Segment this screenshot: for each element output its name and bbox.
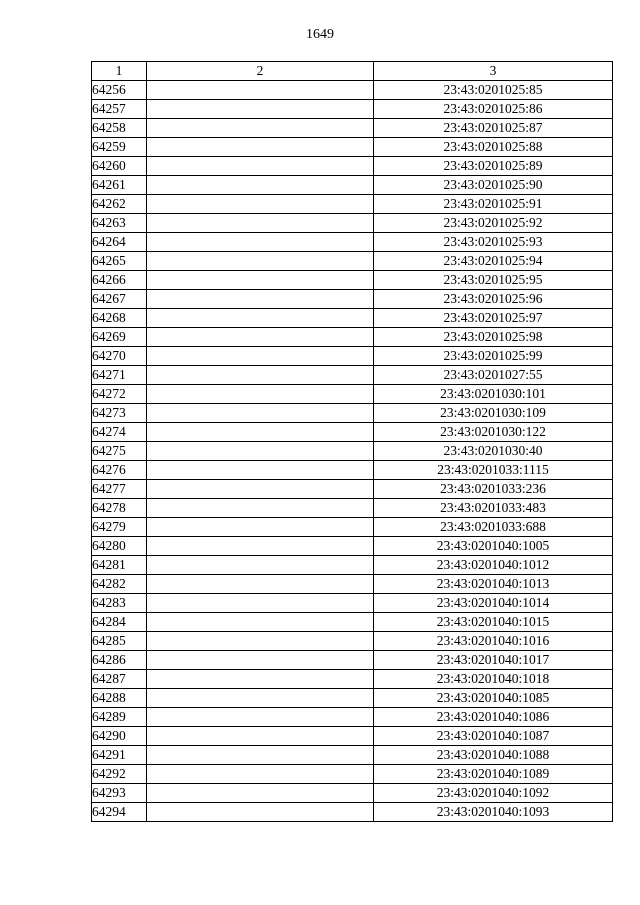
registry-table-body [92,62,613,822]
table-row [92,138,613,157]
row-number-cell: 64257 [92,100,147,119]
row-description-cell [147,708,374,727]
cadastral-number-cell: 23:43:0201025:89 [374,157,613,176]
row-number-cell: 64287 [92,670,147,689]
table-row [92,670,613,689]
table-row [92,290,613,309]
cadastral-number-cell: 23:43:0201040:1092 [374,784,613,803]
table-row [92,81,613,100]
row-description-cell [147,252,374,271]
table-row [92,423,613,442]
cadastral-number-cell: 23:43:0201040:1085 [374,689,613,708]
cadastral-number-cell: 23:43:0201025:93 [374,233,613,252]
table-row [92,252,613,271]
row-number-cell: 64263 [92,214,147,233]
table-row [92,537,613,556]
row-number-cell: 64262 [92,195,147,214]
row-description-cell [147,575,374,594]
row-number-cell: 64272 [92,385,147,404]
table-row [92,708,613,727]
table-row [92,461,613,480]
column-header-2: 2 [147,62,374,81]
table-row [92,366,613,385]
table-row [92,328,613,347]
row-description-cell [147,803,374,822]
row-description-cell [147,670,374,689]
row-number-cell: 64276 [92,461,147,480]
cadastral-number-cell: 23:43:0201033:483 [374,499,613,518]
row-description-cell [147,385,374,404]
row-number-cell: 64283 [92,594,147,613]
cadastral-number-cell: 23:43:0201030:101 [374,385,613,404]
row-number-cell: 64294 [92,803,147,822]
row-description-cell [147,271,374,290]
row-number-cell: 64269 [92,328,147,347]
row-number-cell: 64281 [92,556,147,575]
row-number-cell: 64259 [92,138,147,157]
cadastral-number-cell: 23:43:0201025:88 [374,138,613,157]
row-description-cell [147,746,374,765]
table-row [92,632,613,651]
row-description-cell [147,480,374,499]
row-description-cell [147,176,374,195]
cadastral-number-cell: 23:43:0201027:55 [374,366,613,385]
row-number-cell: 64292 [92,765,147,784]
column-header-3: 3 [374,62,613,81]
cadastral-number-cell: 23:43:0201040:1013 [374,575,613,594]
table-row [92,727,613,746]
row-description-cell [147,689,374,708]
cadastral-number-cell: 23:43:0201025:95 [374,271,613,290]
table-row [92,765,613,784]
cadastral-number-cell: 23:43:0201040:1086 [374,708,613,727]
column-header-1: 1 [92,62,147,81]
row-description-cell [147,765,374,784]
cadastral-number-cell: 23:43:0201040:1089 [374,765,613,784]
table-row [92,518,613,537]
row-description-cell [147,366,374,385]
cadastral-number-cell: 23:43:0201025:87 [374,119,613,138]
row-description-cell [147,442,374,461]
row-number-cell: 64268 [92,309,147,328]
table-row [92,556,613,575]
row-number-cell: 64256 [92,81,147,100]
table-row [92,442,613,461]
row-description-cell [147,404,374,423]
row-description-cell [147,233,374,252]
row-description-cell [147,157,374,176]
table-row [92,784,613,803]
table-row [92,347,613,366]
row-number-cell: 64286 [92,651,147,670]
cadastral-number-cell: 23:43:0201025:97 [374,309,613,328]
cadastral-number-cell: 23:43:0201030:122 [374,423,613,442]
cadastral-number-cell: 23:43:0201040:1093 [374,803,613,822]
row-description-cell [147,594,374,613]
row-number-cell: 64284 [92,613,147,632]
registry-table [91,61,613,822]
row-number-cell: 64267 [92,290,147,309]
row-description-cell [147,214,374,233]
cadastral-number-cell: 23:43:0201025:92 [374,214,613,233]
cadastral-number-cell: 23:43:0201025:91 [374,195,613,214]
row-number-cell: 64273 [92,404,147,423]
row-description-cell [147,347,374,366]
cadastral-number-cell: 23:43:0201040:1005 [374,537,613,556]
row-number-cell: 64277 [92,480,147,499]
cadastral-number-cell: 23:43:0201040:1017 [374,651,613,670]
row-number-cell: 64266 [92,271,147,290]
table-row [92,309,613,328]
table-row [92,214,613,233]
cadastral-number-cell: 23:43:0201030:40 [374,442,613,461]
table-row [92,157,613,176]
row-description-cell [147,423,374,442]
table-row [92,404,613,423]
table-row [92,651,613,670]
row-description-cell [147,518,374,537]
row-number-cell: 64270 [92,347,147,366]
table-row [92,746,613,765]
cadastral-number-cell: 23:43:0201025:85 [374,81,613,100]
row-description-cell [147,784,374,803]
cadastral-number-cell: 23:43:0201040:1015 [374,613,613,632]
row-number-cell: 64265 [92,252,147,271]
row-number-cell: 64278 [92,499,147,518]
row-description-cell [147,651,374,670]
cadastral-number-cell: 23:43:0201025:86 [374,100,613,119]
row-description-cell [147,499,374,518]
row-number-cell: 64280 [92,537,147,556]
row-description-cell [147,727,374,746]
row-description-cell [147,632,374,651]
table-row [92,499,613,518]
cadastral-number-cell: 23:43:0201025:96 [374,290,613,309]
row-number-cell: 64279 [92,518,147,537]
table-row [92,385,613,404]
table-row [92,480,613,499]
row-description-cell [147,119,374,138]
cadastral-number-cell: 23:43:0201033:688 [374,518,613,537]
row-number-cell: 64285 [92,632,147,651]
cadastral-number-cell: 23:43:0201040:1014 [374,594,613,613]
cadastral-number-cell: 23:43:0201033:236 [374,480,613,499]
row-description-cell [147,613,374,632]
table-row [92,195,613,214]
cadastral-number-cell: 23:43:0201025:98 [374,328,613,347]
row-number-cell: 64271 [92,366,147,385]
cadastral-number-cell: 23:43:0201025:94 [374,252,613,271]
table-row [92,803,613,822]
table-row [92,613,613,632]
table-row [92,233,613,252]
row-number-cell: 64293 [92,784,147,803]
row-number-cell: 64260 [92,157,147,176]
row-description-cell [147,556,374,575]
table-row [92,689,613,708]
cadastral-number-cell: 23:43:0201040:1016 [374,632,613,651]
row-description-cell [147,195,374,214]
page-number: 1649 [306,27,334,42]
cadastral-number-cell: 23:43:0201025:99 [374,347,613,366]
cadastral-number-cell: 23:43:0201040:1018 [374,670,613,689]
row-description-cell [147,309,374,328]
row-description-cell [147,461,374,480]
table-row [92,119,613,138]
row-number-cell: 64261 [92,176,147,195]
row-number-cell: 64289 [92,708,147,727]
table-header-row [92,62,613,81]
row-description-cell [147,138,374,157]
cadastral-number-cell: 23:43:0201040:1012 [374,556,613,575]
table-row [92,594,613,613]
cadastral-number-cell: 23:43:0201033:1115 [374,461,613,480]
row-number-cell: 64290 [92,727,147,746]
table-row [92,176,613,195]
row-number-cell: 64282 [92,575,147,594]
cadastral-number-cell: 23:43:0201040:1088 [374,746,613,765]
row-description-cell [147,100,374,119]
row-description-cell [147,290,374,309]
cadastral-number-cell: 23:43:0201025:90 [374,176,613,195]
table-row [92,271,613,290]
row-number-cell: 64258 [92,119,147,138]
table-row [92,100,613,119]
row-number-cell: 64275 [92,442,147,461]
row-number-cell: 64274 [92,423,147,442]
row-description-cell [147,537,374,556]
row-description-cell [147,328,374,347]
table-row [92,575,613,594]
row-description-cell [147,81,374,100]
cadastral-number-cell: 23:43:0201040:1087 [374,727,613,746]
row-number-cell: 64291 [92,746,147,765]
row-number-cell: 64264 [92,233,147,252]
cadastral-number-cell: 23:43:0201030:109 [374,404,613,423]
row-number-cell: 64288 [92,689,147,708]
